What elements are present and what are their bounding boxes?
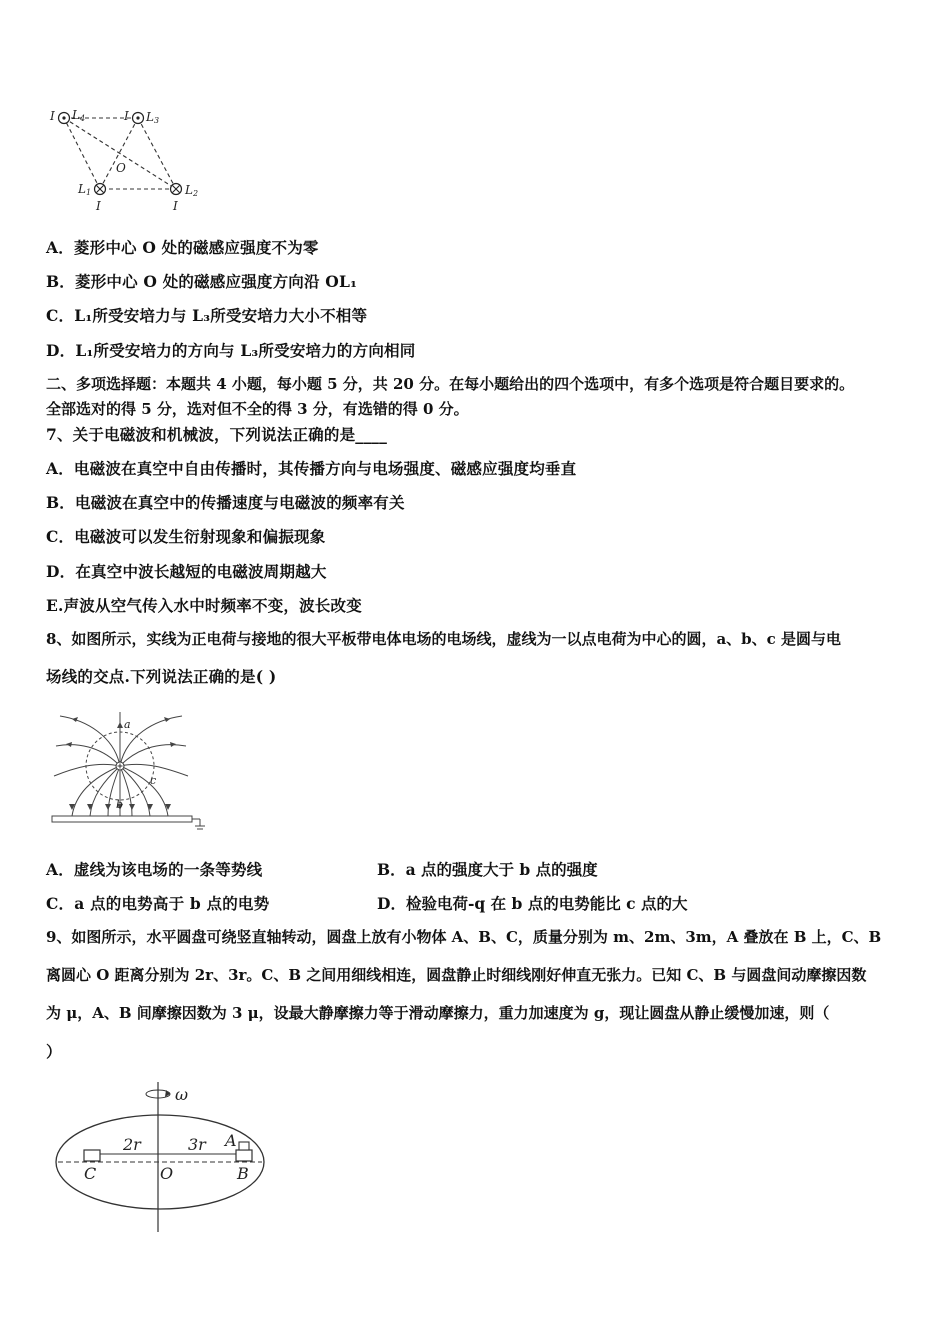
label-I-L3: I (124, 109, 129, 123)
section2-line2: 全部选对的得 5 分，选对但不全的得 3 分，有选错的得 0 分。 (46, 400, 469, 418)
field-label-c: c (150, 774, 157, 787)
disk-label-O: O (160, 1164, 174, 1183)
label-I-L2: I (173, 199, 178, 213)
disk-label-C: C (84, 1164, 97, 1183)
rhombus-current-figure (46, 100, 216, 215)
disk-label-A: A (225, 1131, 237, 1150)
q7-option-b: B．电磁波在真空中的传播速度与电磁波的频率有关 (46, 493, 405, 512)
field-label-b: b (116, 798, 124, 811)
label-I-L4: I (50, 109, 55, 123)
label-L4: L4 (72, 108, 86, 123)
label-O: O (116, 161, 126, 175)
q8-option-b: B．a 点的强度大于 b 点的强度 (377, 860, 598, 879)
q9-stem-line4: ） (46, 1042, 62, 1061)
q7-option-a: A．电磁波在真空中自由传播时，其传播方向与电场强度、磁感应强度均垂直 (46, 459, 577, 478)
q7-option-c: C．电磁波可以发生衍射现象和偏振现象 (46, 527, 326, 546)
disk-label-B: B (237, 1164, 249, 1183)
section2-line1: 二、多项选择题：本题共 4 小题，每小题 5 分，共 20 分。在每小题给出的四个选项中，有多个选项是符合题目要求的。 (46, 375, 855, 393)
q6-option-c: C．L₁所受安培力与 L₃所受安培力大小不相等 (46, 306, 368, 325)
field-label-a: a (124, 718, 131, 731)
q9-stem-line1: 9、如图所示，水平圆盘可绕竖直轴转动，圆盘上放有小物体 A、B、C，质量分别为 m、2m、3m，A 叠放在 B 上，C、B (46, 928, 882, 946)
label-I-L1: I (96, 199, 101, 213)
q6-option-a: A．菱形中心 O 处的磁感应强度不为零 (46, 238, 319, 257)
q9-stem-line2: 离圆心 O 距离分别为 2r、3r。C、B 之间用细线相连，圆盘静止时细线刚好伸直无张力。已知 C、B 与圆盘间动摩擦因数 (46, 966, 867, 984)
q7-stem: 7、关于电磁波和机械波，下列说法正确的是____ (46, 425, 388, 444)
disk-label-2r: 2r (123, 1135, 141, 1154)
q7-option-d: D．在真空中波长越短的电磁波周期越大 (46, 562, 327, 581)
q8-stem-line1: 8、如图所示，实线为正电荷与接地的很大平板带电体电场的电场线，虚线为一以点电荷为中心的圆，a、b、c 是圆与电 (46, 630, 842, 648)
q6-option-d: D．L₁所受安培力的方向与 L₃所受安培力的方向相同 (46, 341, 416, 360)
q7-option-e: E.声波从空气传入水中时频率不变，波长改变 (46, 596, 362, 615)
label-L3: L3 (146, 110, 160, 125)
q8-option-d: D．检验电荷-q 在 b 点的电势能比 c 点的大 (377, 894, 688, 913)
q6-option-b: B．菱形中心 O 处的磁感应强度方向沿 OL₁ (46, 272, 358, 291)
rotating-disk-figure (50, 1078, 270, 1238)
q8-option-a: A．虚线为该电场的一条等势线 (46, 860, 263, 879)
q9-stem-line3: 为 μ，A、B 间摩擦因数为 3 μ，设最大静摩擦力等于滑动摩擦力，重力加速度为 g，现让圆盘从静止缓慢加速，则（ (46, 1004, 830, 1022)
disk-label-omega: ω (175, 1085, 189, 1104)
q8-option-c: C．a 点的电势高于 b 点的电势 (46, 894, 270, 913)
disk-label-3r: 3r (188, 1135, 206, 1154)
electric-field-figure (46, 706, 216, 834)
q8-stem-line2: 场线的交点.下列说法正确的是( ) (46, 667, 277, 686)
label-L2: L2 (185, 183, 199, 198)
label-L1: L1 (78, 182, 92, 197)
